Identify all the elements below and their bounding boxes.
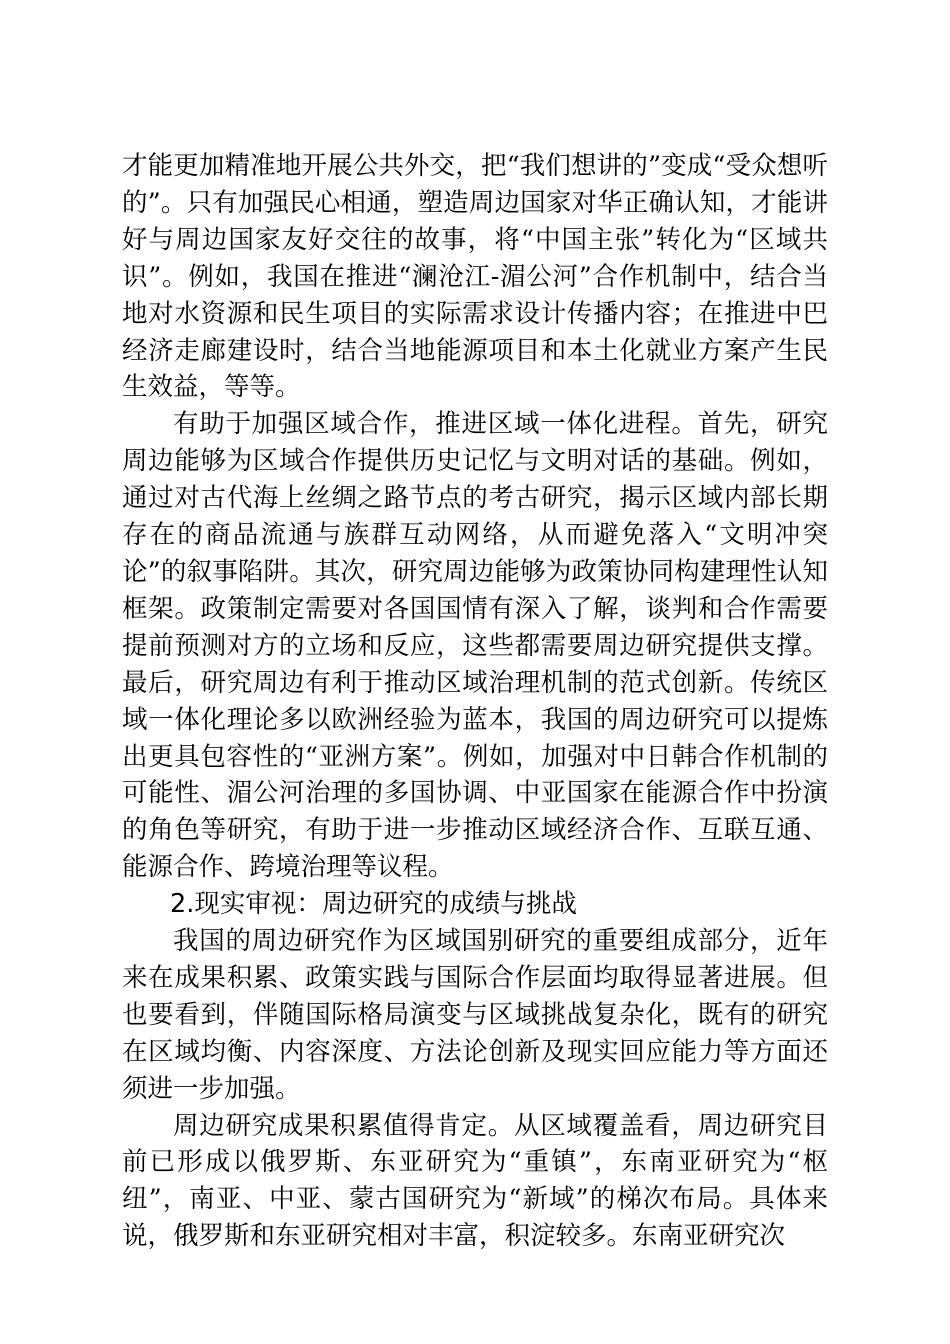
paragraph-regional-cooperation: 有助于加强区域合作，推进区域一体化进程。首先，研究周边能够为区域合作提供历史记忆与文明对话的基础。例如，通过对古代海上丝绸之路节点的考古研究，揭示区域内部长期存在的商品流通与族群互动网络，从而避免落入“文明冲突论”的叙事陷阱。其次，研究周边能够为政策协同构建理性认知框架。政策制定需要对各国国情有深入了解，谈判和合作需要提前预测对方的立场和反应，这些都需要周边研究提供支撑。最后，研究周边有利于推动区域治理机制的范式创新。传统区域一体化理论多以欧洲经验为蓝本，我国的周边研究可以提炼出更具包容性的“亚洲方案”。例如，加强对中日韩合作机制的可能性、湄公河治理的多国协调、中亚国家在能源合作中扮演的角色等研究，有助于进一步推动区域经济合作、互联互通、能源合作、跨境治理等议程。 xyxy=(122,409,828,883)
section-heading: 2.现实审视：周边研究的成绩与挑战 xyxy=(170,889,577,920)
paragraph-continued: 才能更加精准地开展公共外交，把“我们想讲的”变成“受众想听的”。只有加强民心相通，塑造周边国家对华正确认知，才能讲好与周边国家友好交往的故事，将“中国主张”转化为“区域共识”。例如，我国在推进“澜沧江-湄公河”合作机制中，结合当地对水资源和民生项目的实际需求设计传播内容；在推进中巴经济走廊建设时，结合当地能源项目和本土化就业方案产生民生效益，等等。 xyxy=(122,151,828,403)
paragraph-overview: 我国的周边研究作为区域国别研究的重要组成部分，近年来在成果积累、政策实践与国际合作层面均取得显著进展。但也要看到，伴随国际格局演变与区域挑战复杂化，既有的研究在区域均衡、内容深度、方法论创新及现实回应能力等方面还须进一步加强。 xyxy=(122,926,828,1104)
document-page xyxy=(122,148,828,1255)
paragraph-achievements: 周边研究成果积累值得肯定。从区域覆盖看，周边研究目前已形成以俄罗斯、东亚研究为“重镇”，东南亚研究为“枢纽”，南亚、中亚、蒙古国研究为“新域”的梯次布局。具体来说，俄罗斯和东亚研究相对丰富，积淀较多。东南亚研究次 xyxy=(122,1110,828,1252)
